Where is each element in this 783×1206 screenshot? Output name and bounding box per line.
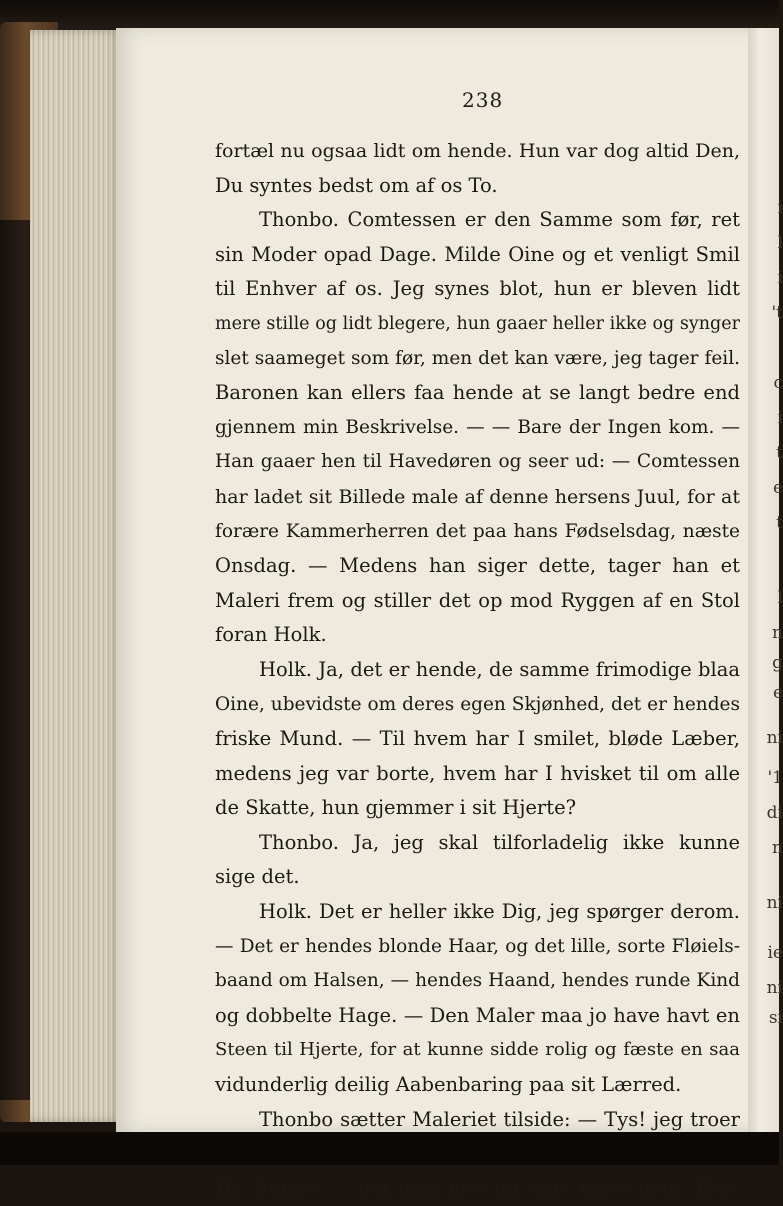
facing-page-fragment: i [778, 198, 783, 218]
text-line: til Enhver af os. Jeg synes blot, hun er bleven lidt [215, 272, 740, 307]
body-text [215, 134, 740, 1206]
text-line: Hr. Viggo! — Jeg maa ned og tage imod dem. Hvis [215, 1172, 740, 1206]
facing-page-fragment: ni [767, 978, 783, 998]
text-line: Holk. Det er heller ikke Dig, jeg spørger derom. [215, 895, 740, 930]
facing-page-fragment: i [778, 268, 783, 288]
facing-page-fragment: t [776, 443, 783, 463]
facing-page-fragment: n [772, 623, 783, 643]
text-line: friske Mund. — Til hvem har I smilet, bløde Læber, [215, 722, 740, 757]
page-edges [30, 30, 122, 1122]
facing-page-fragment: n [772, 838, 783, 858]
facing-page-fragment: di [767, 803, 783, 823]
facing-page-fragment: e [773, 683, 783, 703]
facing-page-fragment: t [776, 513, 783, 533]
text-line: de Skatte, hun gjemmer i sit Hjerte? [215, 791, 740, 826]
text-line: gjennem min Beskrivelse. — — Bare der Ingen kom. — [215, 411, 740, 446]
facing-page-fragment: 't [771, 303, 783, 323]
facing-page-fragment: i [778, 408, 783, 428]
facing-page-fragment: ni [767, 728, 783, 748]
text-line: medens jeg var borte, hvem har I hvisket til om alle [215, 757, 740, 792]
text-line: Du syntes bedst om af os To. [215, 169, 740, 204]
text-line: mere stille og lidt blegere, hun gaaer heller ikke og synger [215, 307, 740, 342]
text-line: slet saameget som før, men det kan være, jeg tager feil. [215, 342, 740, 377]
text-line: baand om Halsen, — hendes Haand, hendes runde Kind [215, 964, 740, 999]
background-bottom [0, 1132, 779, 1165]
text-line: Thonbo sætter Maleriet tilside: — Tys! jeg troer [215, 1103, 740, 1138]
text-line: og dobbelte Hage. — Den Maler maa jo have havt en [215, 999, 740, 1034]
text-line: Thonbo. Comtessen er den Samme som før, ret [215, 203, 740, 238]
text-line: Maleri frem og stiller det op mod Ryggen af en Stol [215, 584, 740, 619]
facing-page-fragment: si [769, 1008, 783, 1028]
text-line: Onsdag. — Medens han siger dette, tager han et [215, 549, 740, 584]
text-line: har ladet sit Billede male af denne hersens Juul, for at [215, 480, 740, 515]
text-line: Oine, ubevidste om deres egen Skjønhed, det er hendes [215, 688, 740, 723]
text-line: — Det er hendes blonde Haar, og det lille, sorte Fløiels- [215, 930, 740, 965]
text-line: Baronen kan ellers faa hende at se langt bedre end [215, 376, 740, 411]
text-line: Thonbo. Ja, jeg skal tilforladelig ikke kunne [215, 826, 740, 861]
facing-page-fragment: ie [768, 943, 783, 963]
facing-page-edge [748, 28, 779, 1132]
text-line: sige det. [215, 860, 740, 895]
text-line: vidunderlig deilig Aabenbaring paa sit Lærred. [215, 1068, 740, 1103]
facing-page-fragment: e [773, 478, 783, 498]
page-number: 238 [462, 88, 502, 112]
text-line: forære Kammerherren det paa hans Fødselsdag, næste [215, 515, 740, 550]
text-line: fortæl nu ogsaa lidt om hende. Hun var dog altid Den, [215, 134, 740, 169]
facing-page-fragment: c [773, 373, 783, 393]
facing-page-fragment: '1 [768, 768, 783, 788]
facing-page-fragment: l [778, 233, 783, 253]
text-line: Steen til Hjerte, for at kunne sidde rolig og fæste en saa [215, 1033, 740, 1068]
facing-page-fragment: ni [767, 893, 783, 913]
facing-page-fragment: l [778, 588, 783, 608]
text-line: Han gaaer hen til Havedøren og seer ud: — Comtessen [215, 445, 740, 480]
text-line: Holk. Ja, det er hende, de samme frimodige blaa [215, 653, 740, 688]
text-line: sin Moder opad Dage. Milde Oine og et venligt Smil [215, 238, 740, 273]
text-line: foran Holk. [215, 618, 740, 653]
facing-page-fragment: g [772, 653, 783, 673]
